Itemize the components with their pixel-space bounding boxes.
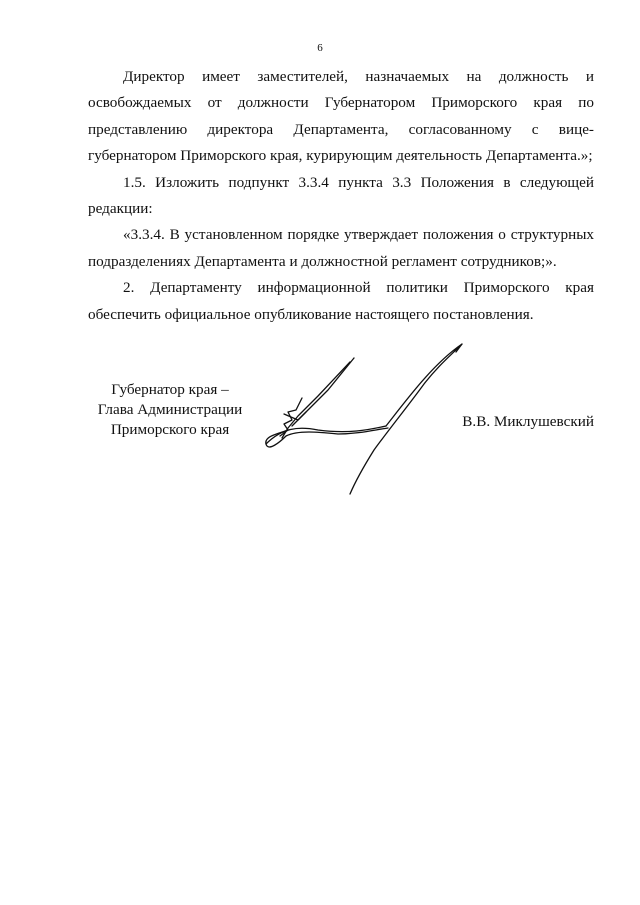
handwritten-signature [258,338,470,498]
paragraph-deputies: Директор имеет заместителей, назначаемых на должность и освобождаемых от должности Губернатором Приморского края по представлению директора Департамента, согласованному с вице-губернатором Приморского края, курирующим деятельность Департамента.»; [88,68,594,165]
page-number: 6 [317,42,323,54]
document-body [88,64,594,328]
paragraph-amendment-1-5: 1.5. Изложить подпункт 3.3.4 пункта 3.3 Положения в следующей редакции: [88,173,594,218]
signatory-title-line: Губернатор края – [111,381,229,398]
paragraph-subclause-3-3-4: «3.3.4. В установленном порядке утверждает положения о структурных подразделениях Департамента и должностной регламент сотрудников;». [88,226,594,270]
signatory-title [84,380,256,440]
signatory-title-line: Глава Администрации [97,401,243,418]
paragraph-publication: 2. Департаменту информационной политики Приморского края обеспечить официальное опубликование настоящего постановления. [88,279,594,323]
signatory-name: В.В. Миклушевский [462,413,594,430]
signatory-title-line: Приморского края [110,421,230,438]
